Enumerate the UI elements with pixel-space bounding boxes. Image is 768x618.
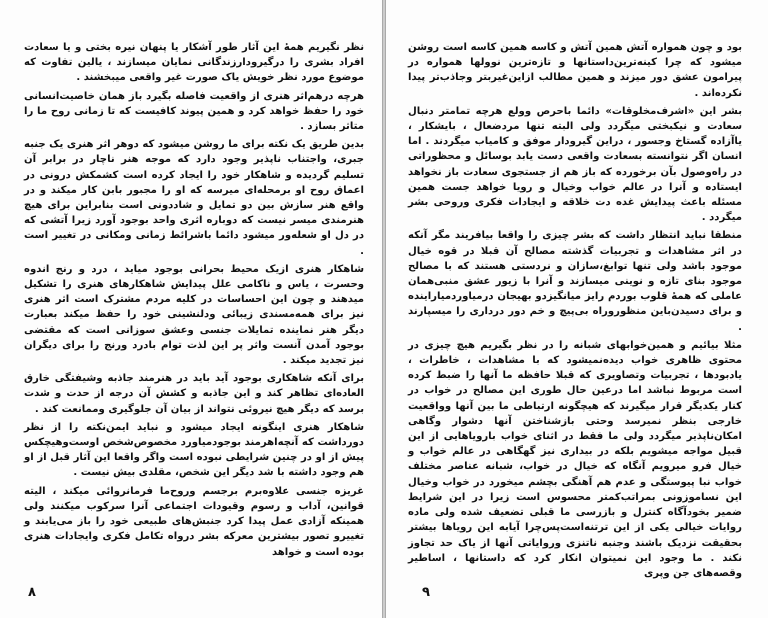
- page-number: ۹: [422, 585, 430, 600]
- paragraph: بدین طریق یک نکته برای ما روشن میشود که دوهر اثر هنری یک جنبه جبری، واجتناب ناپذیر وجود دارد که موجه هنر ناچار در برابر آن تسلیم گردیده و شاهکار خود را ایجاد کرده است کشمکش درونی در اعماق روح او برمحله‌ای میرسه که او را مجبور بابن کار میکند و در واقع هنر سازش بین دو تمایل و شاددونی است بنابراین برای هیچ هنرمندی میسر نیست که دوباره اثری واحد بوجود آورد زیرا آتشی که در دل او شعله‌ور میشود دائما باشرائط زمانی ومکانی در تغییر است .: [24, 139, 364, 257]
- paragraph: غریزه جنسی علاوه‌برم برجسم وروح‌ما فرمانروائی میکند ، الیته قوانین، آداب و رسوم وقیودات اجتماعی آنرا سرکوب میکنند ولی همینکه آزادی عمل پیدا کرد جنبش‌های طبیعی خود را باز می‌یابند و تغییر‌و‌ تصور بیشترین معرکه بشر درواه تکامل فکری وایجادات هنری بوده است و خواهد: [24, 485, 364, 558]
- paragraph: برای آنکه شاهکاری بوجود آید باید در هنرمند جاذبه وشیفتگی خارق العاده‌ای تظاهر کند و این جاذبه و کشش آن درجه از حدت و شدت برسد که دیگر هیچ نیروئی نتواند از بیان آن جلوگیری وممانعت کند .: [24, 373, 364, 415]
- paragraph: بشر این «اشرف‌مخلوقات» دائما باحرص وولع هرچه تمامتر دنبال سعادت و نیکبختی میگردد ولی البته تنها مردضعال ، بایشکار ، یاآزاده گستاخ وجسور ، دراین گیرودار موفق و کامیاب میگردند . اما انسان اگر نتوانسته بسعادت واقعی دست یابد بوسائل و محظوراتی در راه‌وصول بآن برخورده که باز هم از جستجوی سعادت باز نخواهد ایستاده و آنرا در عالم خواب وخیال و رویا خواهد جست همین مسئله باعث پیدایش غده دت خلاقه و ایجادات فکری وروحی بشر میگردد .: [408, 105, 742, 224]
- left-page: [0, 0, 382, 618]
- paragraph: منطقا نباید انتظار داشت که بشر چیزی را واقعا بیافریند مگر آنکه در اثر مشاهدات و تجربیات گذشته مصالح آن قبلا در قوه خیال موجود باشد ولی تنها توابغ،سازان و نردستی هستند که با مصالح موجود بنای تازه و نوینی میسازند و آنرا با زیور عشق منبی‌همان عاملی که همۀ قلوب بوردم رایز میانگیزدو بهیجان درمیاوردمیاراینده و برای دسیدن‌باین منظوروراه بی‌پیچ و خم دور درداری را میسپارند .: [408, 230, 742, 333]
- right-page: [386, 0, 768, 618]
- paragraph: شاهکار هنری اینگونه ایجاد میشود و نباید ایمن‌نکته را از نظر دورداشت که آنچه‌اهرمند بوجودمیاورد مخصوص‌شخص اوست‌وهیچکس پیش از او در چنین شرایطی نبوده است واگر واقعا این آثار قبل از او هم وجود داشته با شد دیگر این شخص، مقلدی بیش نیست .: [24, 421, 364, 479]
- paragraph: بود و چون همواره آتش همین آتش و کاسه همین کاسه است روشن میشود که چرا کینه‌ترین‌داستانها و تازه‌ترین نوولها همواره در پیرامون عشق دور میزند و همین مطالب ازاین‌غیربتر وجاذب‌تر پیدا نکرده‌اند .: [408, 42, 742, 99]
- paragraph: مثلا بیائیم و همین‌خوابهای شبانه را در نظر بگیریم هیچ چیزی در محتوی ظاهری خواب دیده‌نمیشود که با مشاهدات ، خاطرات ، یادبودها ، تجربیات وتصاویری که قبلا حافظه ما آنها را ضبط کرده است مربوط نباشد اما درعین حال طوری این مصالح در خواب در کنار یکدیگر قرار میگیرند که هیچگونه ارتباطی ما بین آنها وواقعیت خارجی بنظر نمیرسد وحتی بازشناختن آنها دشوار وگاهی امکان‌ناپذیر میگردد ولی ما فقط در اثنای خواب بارویاهایی از این قبیل مواجه میشویم بلکه در بیداری نیز گهگاهی در عالم خواب و خیال فرو میرویم آنگاه که خیال در خواب، شبانه عناصر مختلف خواب نبا پیوستگی و عدم هم آهنگی بچشم میخورد در خواب وخیال این نساموزونی بمراتب‌کمتر محسوس است زیرا در این شرایط ضمیر بخودآگاه کنترل و بازرسی ما قبلی تضعیف شده ولی ماده روایات خیالی یکی از این ترتنه‌است‌پس‌چرا آیابه این رویاها بیشتر بحقیقت نزدیک باشند وجنبه ناتنزی وروایاتی آنها از یاک حد تجاوز نکند . ما وجود این نمیتوان انکار کرد که داستانها ، اساطیر وقصه‌های جن وپری: [408, 339, 742, 579]
- left-page-text: [24, 40, 364, 560]
- paragraph: نظر نگیریم همۀ این آثار طور آشکار یا پنهان نیره بختی و یا سعادت افراد بشری را درگیرودارزندگانی نمایان میسازند ، یالین تفاوت که موضوع مورد نظر خویش یاک صورت غیر واقعی میبخشند .: [24, 42, 364, 84]
- paragraph: هرچه درهم‌اثر هنری از واقعیت فاصله بگیرد باز همان خاصیت‌انسانی خود را حفظ خواهد کرد و همین پیوند کافیست که تا زمانی روح ما را متاثر بسازد .: [24, 90, 364, 133]
- paragraph: شاهکار هنری ازیک محیط بحرانی بوجود میاید ، درد و رنج اندوه وحسرت ، یاس و ناکامی علل پیدایش شاهکارهای هنری را تشکیل میدهند و چون این احساسات در کلیه مردم مشترک است اثر هنری نیز برای همه‌مسندی زیبائی ودلنشینی خود را حفظ میکند بعبارت دیگر هنر نماینده تمایلات جنسی وعشق سوزانی است که مقتضی بوجود آمدن آنست واثر پر این لذت توام بادرد ورنج را برای دیگران نیز تجدید میکند .: [24, 263, 364, 367]
- page-number: ۸: [28, 585, 36, 600]
- right-page-text: [408, 40, 742, 581]
